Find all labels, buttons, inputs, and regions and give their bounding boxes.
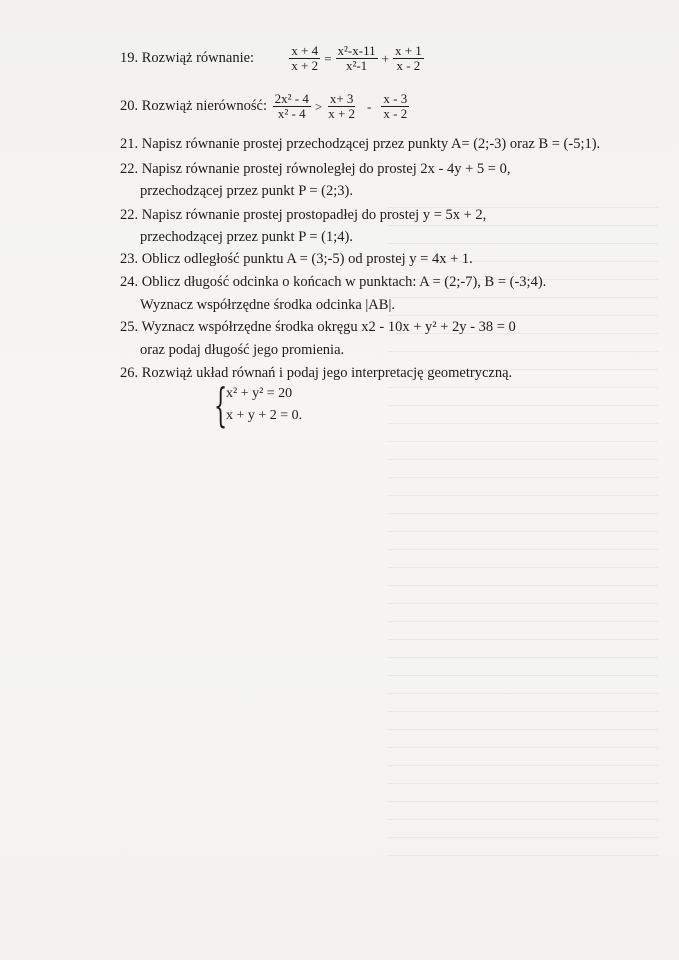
problem-22b: [120, 206, 486, 224]
problem-text: Rozwiąż równanie:: [141, 49, 255, 66]
problem-20: [120, 92, 411, 121]
system-equation-1: x² + y² = 20: [226, 386, 293, 401]
problem-text: Rozwiąż układ równań i podaj jego interpretację geometryczną.: [141, 365, 513, 381]
problem-23: [120, 250, 473, 268]
problem-number: 26.: [120, 365, 139, 381]
plus-sign: +: [381, 50, 389, 66]
problem-22a-continuation: przechodzącej przez punkt P = (2;3).: [140, 183, 353, 199]
problem-text: Oblicz odległość punktu A = (3;-5) od prostej y = 4x + 1.: [141, 251, 473, 267]
system-equation-2: x + y + 2 = 0.: [226, 408, 303, 423]
fraction-left: $\frac{x + 4}{x + 2}$: [291, 43, 319, 73]
problem-number: 22.: [120, 161, 139, 177]
problem-25-continuation: oraz podaj długość jego promienia.: [140, 342, 345, 358]
problem-number: 19.: [120, 49, 139, 66]
fraction-middle: $\frac{\text{x²-x-11}}{\text{x²-1}}$: [337, 43, 376, 73]
problem-text: Rozwiąż nierówność:: [141, 97, 267, 114]
problem-number: 22.: [120, 207, 139, 223]
greater-than-sign: >: [314, 98, 323, 114]
problem-text: Napisz równanie prostej równoległej do prostej 2x - 4y + 5 = 0,: [141, 161, 511, 177]
problem-19: [120, 44, 426, 73]
problem-24-continuation: Wyznacz współrzędne środka odcinka |AB|.: [140, 297, 395, 313]
problem-text: Napisz równanie prostej prostopadłej do prostej y = 5x + 2,: [141, 207, 487, 223]
problem-24: [120, 273, 546, 291]
problem-text: Oblicz długość odcinka o końcach w punktach: A = (2;-7), B = (-3;4).: [141, 274, 547, 290]
problem-number: 20.: [120, 97, 139, 114]
problem-text: Napisz równanie prostej przechodzącej przez punkty A= (2;-3) oraz B = (-5;1).: [141, 136, 601, 152]
problem-22b-continuation: przechodzącej przez punkt P = (1;4).: [140, 229, 353, 245]
curly-brace-icon: {: [214, 378, 228, 432]
problem-25: [120, 318, 516, 336]
problem-number: 25.: [120, 319, 139, 335]
fraction-right: $\frac{x + 1}{x - 2}$: [394, 43, 422, 73]
fraction-middle: $\frac{x+ 3}{x + 2}$: [328, 91, 356, 121]
problem-number: 23.: [120, 251, 139, 267]
minus-sign: -: [367, 98, 372, 114]
problem-text: Wyznacz współrzędne środka okręgu x2 - 10x + y² + 2y - 38 = 0: [141, 319, 516, 335]
bleed-through-text: [388, 190, 658, 870]
problem-22a: [120, 160, 510, 178]
equals-sign: =: [324, 50, 332, 66]
problem-26: [120, 364, 512, 382]
fraction-left: $\frac{\text{2x² - 4}}{\text{x² - 4}}$: [274, 91, 309, 121]
problem-number: 24.: [120, 274, 139, 290]
problem-21: [120, 135, 600, 153]
fraction-right: $\frac{x - 3}{x - 2}$: [383, 91, 408, 121]
problem-number: 21.: [120, 136, 139, 152]
